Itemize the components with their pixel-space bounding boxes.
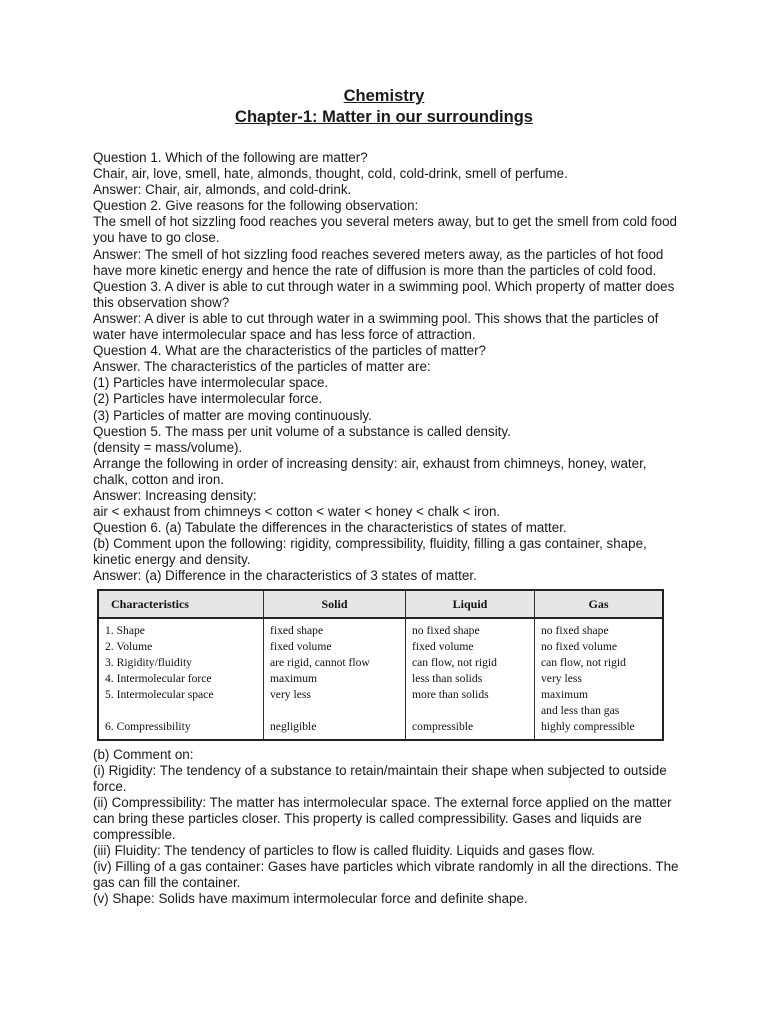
paragraph: (2) Particles have intermolecular force. (93, 391, 323, 407)
paragraph: (b) Comment upon the following: rigidity, compressibility, fluidity, filling a gas container, shape, kinetic energy and density. (93, 536, 647, 568)
body-after-table (93, 747, 683, 908)
paragraph: (density = mass/volume). (93, 439, 243, 455)
paragraph: Answer. The characteristics of the particles of matter are: (93, 359, 431, 375)
cell: can flow, not rigid (541, 655, 626, 669)
cell: compressible (412, 719, 474, 733)
chapter-title: Chapter-1: Matter in our surroundings (235, 108, 533, 126)
header-liquid: Liquid (406, 590, 535, 618)
cell: less than solids (412, 671, 483, 685)
cell: maximum (270, 671, 318, 685)
cell: more than solids (412, 687, 489, 701)
paragraph: (v) Shape: Solids have maximum intermolecular force and definite shape. (93, 891, 528, 907)
paragraph: Question 6. (a) Tabulate the differences in the characteristics of states of matter. (93, 520, 567, 536)
paragraph: (i) Rigidity: The tendency of a substance to retain/maintain their shape when subjected to outside force. (93, 762, 667, 794)
cell-spacer (105, 703, 257, 719)
cell: 1. Shape (105, 623, 145, 637)
paragraph: Question 5. The mass per unit volume of a substance is called density. (93, 423, 511, 439)
paragraph: Question 4. What are the characteristics of the particles of matter? (93, 343, 486, 359)
paragraph: Answer: The smell of hot sizzling food reaches severed meters away, as the particles of hot food have more kinetic energy and hence the rate of diffusion is more than the particles of cold food. (93, 246, 664, 278)
header-characteristics: Characteristics (98, 590, 264, 618)
cell: are rigid, cannot flow (270, 655, 370, 669)
paragraph: air < exhaust from chimneys < cotton < water < honey < chalk < iron. (93, 504, 501, 520)
paragraph: (iv) Filling of a gas container: Gases have particles which vibrate randomly in all the directions. The gas can fill the container. (93, 859, 679, 891)
cell: 6. Compressibility (105, 719, 191, 733)
paragraph: Answer: A diver is able to cut through water in a swimming pool. This shows that the particles of water have intermolecular space and has less force of attraction. (93, 310, 659, 343)
paragraph: (1) Particles have intermolecular space. (93, 375, 329, 391)
paragraph: Answer: Increasing density: (93, 487, 257, 503)
column-liquid (406, 618, 535, 740)
cell: very less (541, 671, 582, 685)
cell-spacer (270, 703, 399, 719)
cell: no fixed shape (412, 623, 480, 637)
cell: very less (270, 687, 311, 701)
paragraph: Chair, air, love, smell, hate, almonds, thought, cold, cold-drink, smell of perfume. (93, 166, 568, 182)
paragraph: Answer: (a) Difference in the characteristics of 3 states of matter. (93, 568, 477, 584)
cell: no fixed shape (541, 623, 609, 637)
column-gas (535, 618, 664, 740)
paragraph: (ii) Compressibility: The matter has intermolecular space. The external force applied on the matter can bring these particles closer. This property is called compressibility. Gases and liquids are compressible. (93, 794, 672, 842)
paragraph: (b) Comment on: (93, 746, 194, 762)
cell: fixed volume (412, 639, 474, 653)
cell: and less than gas (541, 703, 620, 717)
states-table-wrapper (97, 589, 664, 741)
cell: 5. Intermolecular space (105, 687, 214, 701)
column-characteristics (98, 618, 264, 740)
cell: 2. Volume (105, 639, 153, 653)
cell: highly compressible (541, 719, 635, 733)
title-block (0, 86, 768, 128)
header-solid: Solid (264, 590, 406, 618)
cell: 3. Rigidity/fluidity (105, 655, 192, 669)
cell: fixed volume (270, 639, 332, 653)
document-body (93, 150, 683, 907)
paragraph: Question 2. Give reasons for the following observation: (93, 198, 419, 214)
cell: negligible (270, 719, 317, 733)
cell-spacer (412, 703, 528, 719)
paragraph: (3) Particles of matter are moving continuously. (93, 407, 372, 423)
cell: fixed shape (270, 623, 324, 637)
cell: can flow, not rigid (412, 655, 497, 669)
cell: maximum (541, 687, 589, 701)
paragraph: Question 3. A diver is able to cut through water in a swimming pool. Which property of matter does this observation show? (93, 278, 675, 310)
table-header-row (98, 590, 663, 618)
paragraph: (iii) Fluidity: The tendency of particles to flow is called fluidity. Liquids and gases flow. (93, 843, 595, 859)
body-before-table (93, 150, 683, 585)
paragraph: Arrange the following in order of increasing density: air, exhaust from chimneys, honey, water, chalk, cotton and iron. (93, 455, 647, 487)
paragraph: Answer: Chair, air, almonds, and cold-drink. (93, 182, 352, 198)
cell: no fixed volume (541, 639, 617, 653)
subject-title: Chemistry (343, 87, 425, 105)
cell: 4. Intermolecular force (105, 671, 212, 685)
table-row (98, 618, 663, 740)
paragraph: The smell of hot sizzling food reaches you several meters away, but to get the smell from cold food you have to go close. (93, 214, 678, 246)
states-of-matter-table (97, 589, 664, 741)
paragraph: Question 1. Which of the following are matter? (93, 150, 368, 165)
header-gas: Gas (535, 590, 664, 618)
column-solid (264, 618, 406, 740)
